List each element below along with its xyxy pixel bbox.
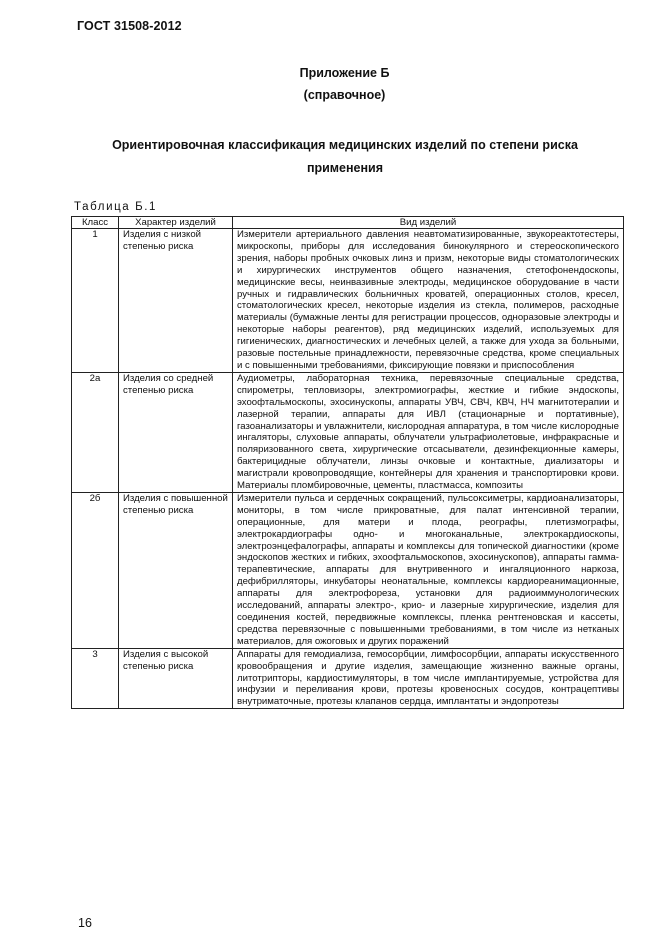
cell-character: Изделия с высокой степенью риска [119, 648, 233, 709]
cell-types: Аудиометры, лабораторная техника, перевязочные специальные средства, спирометры, тепловизоры, электромиографы, жесткие и гибкие эндоскопы, эхоофтальмоскопы, эхосинускопы, аппараты УВЧ, СВЧ, КВЧ, НЧ магнитотерапии и лазерной терапии, аппараты для ИВЛ (стационарные и портативные), газоанализаторы и увлажнители, кислородная аппаратура, в том числе кислородные ингаляторы, слуховые аппараты, облучатели ультрафиолетовые, инфракрасные и поляризованного света, хирургические отсасыватели, дезинфекционные камеры, бактерицидные облучатели, линзы очковые и контактные, диализаторы и магистрали кровопроводящие, контейнеры для хранения и транспортировки крови. Материалы пломбировочные, цементы, пластмасса, композиты [233, 372, 624, 492]
table-row [72, 648, 624, 709]
cell-types: Аппараты для гемодиализа, гемосорбции, лимфосорбции, аппараты искусственного кровообращения и другие изделия, замещающие жизненно важные органы, литотрипторы, кардиостимуляторы, в том числе имплантируемые, устройства для инфузии и переливания крови, протезы кровеносных сосудов, контрацептивы внутриматочные, протезы клапанов сердца, имплантаты и эндопротезы [233, 648, 624, 709]
appendix-title: Приложение Б [299, 66, 390, 80]
cell-character: Изделия со средней степенью риска [119, 372, 233, 492]
cell-class: 2а [72, 372, 119, 492]
cell-types: Измерители артериального давления неавтоматизированные, звукореактотестеры, микроскопы, приборы для исследования бинокулярного и стереоскопического зрения, наборы пробных очковых линз и призм, некоторые виды стоматологических и хирургических инструментов общего назначения, стетофонендоскопы, медицинские весы, неинвазивные электроды, медицинское оборудование в части ручных и гидравлических больничных кроватей, операционных столов, кресел, стоматологических кресел, некоторые изделия из стекла, полимеров, расходные материалы (бумажные ленты для регистрации процессов, одноразовые электроды и некоторые наборы реагентов), ряд медицинских изделий, используемых для гигиенических, диагностических и лечебных целей, а также для ухода за больными, разовые постельные принадлежности, перевязочные средства, кроме специальных и с повышенными требованиями, фиксирующие повязки и приспособления [233, 229, 624, 373]
header-character: Характер изделий [119, 217, 233, 229]
table-header-row [72, 217, 624, 229]
header-types: Вид изделий [233, 217, 624, 229]
cell-class: 2б [72, 492, 119, 648]
table-row [72, 492, 624, 648]
header-class: Класс [72, 217, 119, 229]
table-row [72, 372, 624, 492]
cell-types: Измерители пульса и сердечных сокращений, пульсоксиметры, кардиоанализаторы, мониторы, в том числе прикроватные, для палат интенсивной терапии, операционные, для матери и плода, реографы, плетизмографы, электрокардиографы одно- и многоканальные, электрокардиоскопы, электроэнцефалографы, аппараты и комплексы для топической диагностики (кроме эндоскопов жестких и гибких, эхоофтальмоскопов, эхосинускопов), аппараты гамма-терапевтические, аппараты для внутривенного и ингаляционного наркоза, дефибрилляторы, инкубаторы неонатальные, комплексы кардиореанимационные, аппараты для электрофореза, установки для радиоиммунологических исследований, аппараты электро-, крио- и лазерные хирургические, изделия для соединения костей, передвижные комплексы, пленка рентгеновская и кассеты, средства перевязочные с повышенными требованиями, в том числе из нетканых материалов, для ожоговых и других поражений [233, 492, 624, 648]
appendix-subtitle: (справочное) [303, 88, 386, 102]
table-caption: Таблица Б.1 [74, 201, 158, 213]
cell-class: 1 [72, 229, 119, 373]
page-number: 16 [78, 916, 92, 930]
table-row [72, 229, 624, 373]
cell-character: Изделия с низкой степенью риска [119, 229, 233, 373]
cell-character: Изделия с повышенной степенью риска [119, 492, 233, 648]
cell-class: 3 [72, 648, 119, 709]
standard-code: ГОСТ 31508-2012 [77, 19, 182, 33]
classification-table [71, 216, 624, 709]
document-title: Ориентировочная классификация медицинских изделий по степени риска применения [112, 138, 578, 175]
